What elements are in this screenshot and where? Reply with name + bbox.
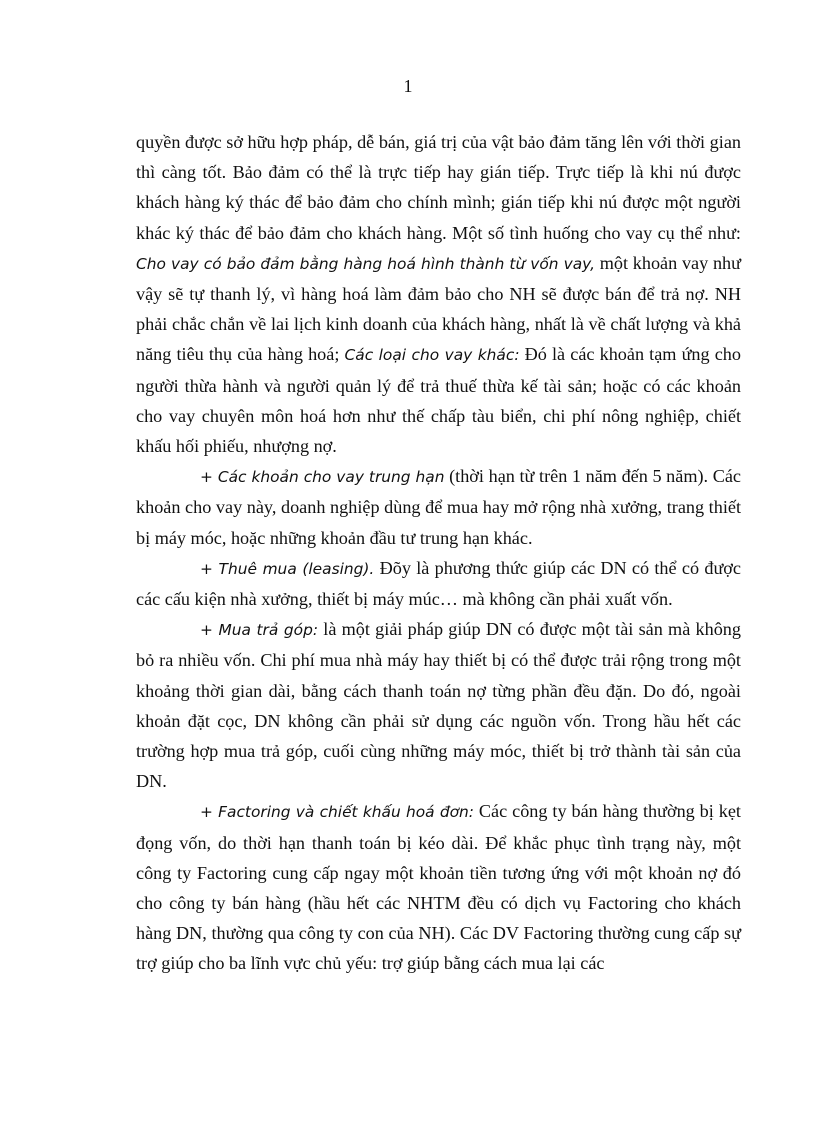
italic-phrase: + Factoring và chiết khấu hoá đơn: xyxy=(200,803,474,822)
text-run: là một giải pháp giúp DN có được một tài sản mà không bỏ ra nhiều vốn. Chi phí mua nhà máy hay thiết bị có thể được trải rộng trong một khoảng thời gian dài, bằng cách thanh toán nợ từng phần đều đặn. Do đó, ngoài khoản đặt cọc, DN không cần phải sử dụng các nguồn vốn. Trong hầu hết các trường hợp mua trả góp, cuối cùng những máy móc, thiết bị trở thành tài sản của DN. xyxy=(136,619,741,792)
text-run: Các công ty bán hàng thường bị kẹt đọng vốn, do thời hạn thanh toán bị kéo dài. Để khắc phục tình trạng này, một công ty Factoring cung cấp ngay một khoản tiền tương ứng với một khoản nợ đó cho công ty bán hàng (hầu hết các NHTM đều có dịch vụ Factoring cho khách hàng DN, thường qua công ty con của NH). Các DV Factoring thường cung cấp sự trợ giúp cho ba lĩnh vực chủ yếu: trợ giúp bằng cách mua lại các xyxy=(136,801,741,974)
text-run: Đõy là phương thức giúp các DN có thể có được các cấu kiện nhà xưởng, thiết bị máy múc… mà không cần phải xuất vốn. xyxy=(136,557,741,610)
text-run: Đó là các khoản tạm ứng cho người thừa hành và người quản lý để trả thuế thừa kế tài sản; hoặc có các khoản cho vay chuyên môn hoá hơn như thế chấp tàu biển, chi phí nông nghiệp, chiết khấu hối phiếu, nhượng nợ. xyxy=(136,344,741,457)
page-number: 1 xyxy=(403,76,413,96)
text-run: (thời hạn từ trên 1 năm đến 5 năm). Các khoản cho vay này, doanh nghiệp dùng để mua hay mở rộng nhà xưởng, trang thiết bị máy móc, hoặc những khoản đầu tư trung hạn khác. xyxy=(136,466,741,548)
text-run: quyền được sở hữu hợp pháp, dễ bán, giá trị của vật bảo đảm tăng lên với thời gian thì càng tốt. Bảo đảm có thể là trực tiếp hay gián tiếp. Trực tiếp là khi nú được khách hàng ký thác để bảo đảm cho chính mình; gián tiếp khi nú được một người khác ký thác để bảo đảm cho khách hàng. Một số tình huống cho vay cụ thể như: xyxy=(136,132,741,243)
italic-phrase: + Thuê mua (leasing). xyxy=(200,559,375,578)
text-run: một khoản vay như vậy sẽ tự thanh lý, vì hàng hoá làm đảm bảo cho NH sẽ được bán để trả nợ. NH phải chắc chắn về lai lịch kinh doanh của khách hàng, nhất là về chất lượng và khả năng tiêu thụ của hàng hoá; xyxy=(136,252,741,365)
paragraph-p5 xyxy=(136,796,741,978)
paragraph-p3 xyxy=(136,553,741,614)
italic-phrase: + Mua trả góp: xyxy=(200,621,319,640)
paragraph-p2 xyxy=(136,461,741,553)
italic-phrase: + Các khoản cho vay trung hạn xyxy=(200,468,445,487)
paragraph-p1 xyxy=(136,127,741,461)
document-body xyxy=(136,127,741,979)
italic-phrase: Các loại cho vay khác: xyxy=(344,346,520,365)
italic-phrase: Cho vay có bảo đảm bằng hàng hoá hình thành từ vốn vay, xyxy=(136,254,595,273)
paragraph-p4 xyxy=(136,614,741,796)
